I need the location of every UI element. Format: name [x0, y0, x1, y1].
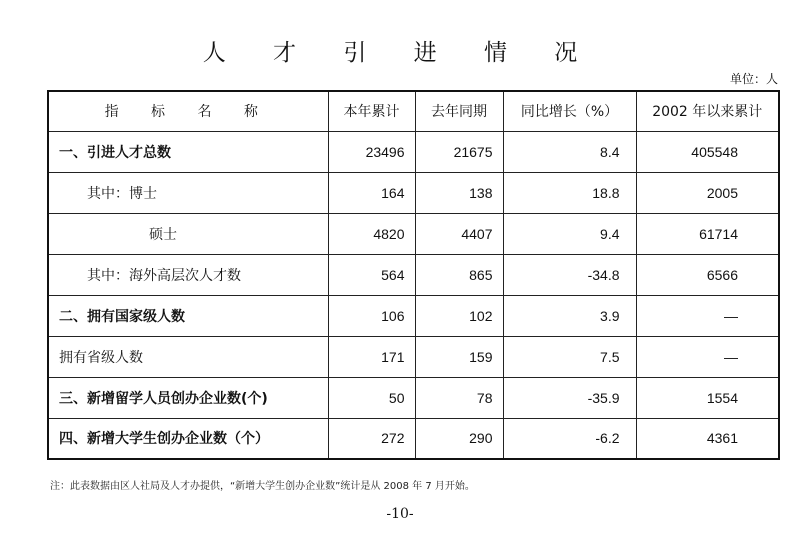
row-label: 硕士	[48, 213, 328, 254]
cell-previous: 4407	[415, 213, 503, 254]
cell-cumulative: 61714	[636, 213, 779, 254]
header-growth: 同比增长（%）	[503, 91, 636, 131]
cell-growth: 8.4	[503, 131, 636, 172]
table-row	[48, 377, 779, 418]
table-row	[48, 295, 779, 336]
cell-cumulative: 6566	[636, 254, 779, 295]
row-label: 四、新增大学生创办企业数（个）	[48, 418, 328, 459]
table-header-row	[48, 91, 779, 131]
row-label: 三、新增留学人员创办企业数(个)	[48, 377, 328, 418]
cell-previous: 865	[415, 254, 503, 295]
cell-growth: 7.5	[503, 336, 636, 377]
page-number: -10-	[386, 506, 414, 522]
cell-current: 564	[328, 254, 415, 295]
header-indicator: 指 标 名 称	[48, 91, 328, 131]
header-last-year: 去年同期	[415, 91, 503, 131]
table-row	[48, 172, 779, 213]
cell-previous: 78	[415, 377, 503, 418]
row-label: 二、拥有国家级人数	[48, 295, 328, 336]
cell-growth: 9.4	[503, 213, 636, 254]
table-row	[48, 336, 779, 377]
row-label: 其中：博士	[48, 172, 328, 213]
talent-table	[47, 90, 780, 460]
cell-current: 50	[328, 377, 415, 418]
cell-growth: 3.9	[503, 295, 636, 336]
cell-current: 171	[328, 336, 415, 377]
cell-cumulative: 1554	[636, 377, 779, 418]
table-row	[48, 418, 779, 459]
cell-cumulative: 4361	[636, 418, 779, 459]
row-label: 其中：海外高层次人才数	[48, 254, 328, 295]
cell-previous: 159	[415, 336, 503, 377]
cell-previous: 290	[415, 418, 503, 459]
footnote: 注：此表数据由区人社局及人才办提供，“新增大学生创办企业数”统计是从 2008 年 7 月开始。	[50, 481, 475, 492]
cell-cumulative: 405548	[636, 131, 779, 172]
cell-previous: 21675	[415, 131, 503, 172]
table-row	[48, 254, 779, 295]
cell-growth: 18.8	[503, 172, 636, 213]
cell-cumulative: —	[636, 295, 779, 336]
cell-previous: 138	[415, 172, 503, 213]
row-label: 拥有省级人数	[48, 336, 328, 377]
header-current-year: 本年累计	[328, 91, 415, 131]
unit-label: 单位：人	[729, 72, 778, 86]
cell-current: 106	[328, 295, 415, 336]
header-cumulative: 2002 年以来累计	[636, 91, 779, 131]
row-label: 一、引进人才总数	[48, 131, 328, 172]
cell-current: 272	[328, 418, 415, 459]
page-title: 人 才 引 进 情 况	[202, 40, 598, 66]
cell-cumulative: —	[636, 336, 779, 377]
cell-previous: 102	[415, 295, 503, 336]
cell-current: 23496	[328, 131, 415, 172]
table-row	[48, 213, 779, 254]
cell-current: 4820	[328, 213, 415, 254]
table-row	[48, 131, 779, 172]
cell-growth: -35.9	[503, 377, 636, 418]
cell-growth: -34.8	[503, 254, 636, 295]
cell-growth: -6.2	[503, 418, 636, 459]
cell-cumulative: 2005	[636, 172, 779, 213]
cell-current: 164	[328, 172, 415, 213]
